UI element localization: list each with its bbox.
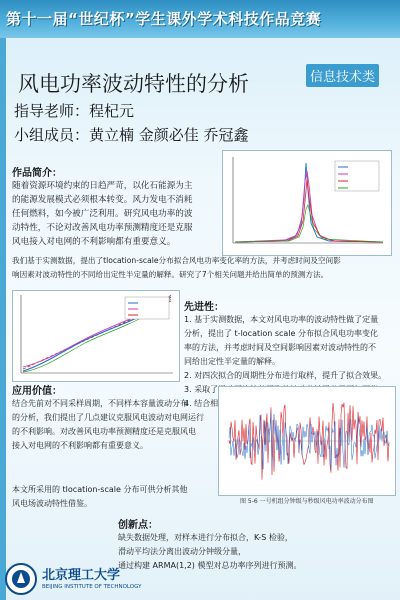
intro-line: 的能源发展模式必须根本转变。风力发电不消耗 [12, 195, 193, 205]
header-banner [0, 0, 400, 38]
application-line: 的不利影响。对改善风电功率预测精度还是克服风电 [12, 427, 196, 436]
application-line: 结合先前对不同采样周期，不同样本容量波动分布 [12, 399, 188, 408]
advanced-line: 率的方法，并考虑时间及空间影响因素对波动特性的不 [184, 343, 376, 352]
innovation-line: 滑动平均法分离出波动分钟级分量， [118, 547, 246, 556]
application-line: 风电场波动特性借鉴。 [12, 499, 92, 508]
series-red [229, 403, 389, 480]
qq-plot-figure [12, 290, 180, 382]
figure-legend-box [335, 161, 379, 191]
side-accent-bar [0, 38, 6, 600]
advisor-line: 指导老师：程杞元 [14, 102, 135, 120]
category-badge: 信息技术类 [306, 64, 379, 87]
competition-title: 第十一届“世纪杯”学生课外学术科技作品竞赛 [6, 10, 322, 28]
intro-heading: 作品简介： [12, 168, 62, 179]
intro-section-wide [12, 254, 392, 282]
innovation-heading: 创新点： [118, 520, 158, 531]
innovation-line: 缺失数据处理，对样本进行分布拟合，K-S 检验， [118, 533, 293, 542]
intro-line: 随着资源环境约束的日趋严苛，以化石能源为主 [12, 181, 193, 191]
university-name: 北京理工大学 [42, 568, 121, 583]
application-extra [12, 483, 218, 511]
innovation-section [118, 516, 388, 573]
figure-caption: 图 5-6 一号机组分钟级与秒级风电功率波动分布图 [240, 498, 374, 505]
university-logo [4, 562, 144, 598]
intro-line: 风电接入对电网的不利影响都有重要意义。 [12, 237, 176, 247]
intro-line: 动特性，不论对改善风电功率预测精度还是克服 [12, 223, 193, 233]
intro-line: 响因素对波动特性的不同给出定性半定量的解释。研究了7个相关问题并给出简单的预测方法。 [12, 270, 329, 279]
fit-curve-green [235, 205, 383, 242]
series-red-path [229, 403, 389, 480]
advanced-line: 3. 采取了滑动平均法使提取的波动分钟级分量更加可靠。 [184, 385, 387, 394]
university-english-name: BEIJING INSTITUTE OF TECHNOLOGY [42, 584, 142, 590]
advanced-line: 1. 基于实测数据，本文对风电功率的波动特性做了定量 [184, 315, 379, 324]
application-line: 接入对电网的不利影响都有重要意义。 [12, 441, 148, 450]
advanced-line: 同给出定性半定量的解释。 [184, 357, 280, 366]
intro-line: 任何燃料，如今被广泛利用。研究风电功率的波 [12, 209, 193, 219]
members-line: 小组成员：黄立楠 金颜必佳 乔冠鑫 [14, 126, 249, 144]
application-line: 的分析，我们提出了几点建议克服风电波动对电网运行 [12, 413, 204, 422]
poster-title: 风电功率波动特性的分析 [18, 72, 249, 96]
intro-section [12, 164, 212, 249]
application-line: 本文所采用的 tlocation-scale 分布可供分析其他 [12, 485, 188, 494]
fluctuation-series-figure [218, 386, 396, 496]
distribution-fit-figure [222, 150, 392, 256]
intro-line: 我们基于实测数据，提出了tlocation-scale分布拟合风电功率变化率的方法，并考虑时间及空间影 [12, 256, 341, 265]
application-section [12, 382, 212, 453]
figure-legend-box [125, 297, 169, 319]
university-emblem-icon [4, 562, 38, 596]
innovation-line: 通过构建 ARMA(1,2) 模型对总功率序列进行预测。 [118, 561, 302, 570]
application-heading: 应用价值： [12, 386, 62, 397]
advanced-line: 4. 结合相关技巧，增加 ARMA 模型在非线性的拟合效果。 [184, 399, 391, 408]
advanced-heading: 先进性： [184, 302, 224, 313]
advanced-line: 2. 对四次拟合的周期性分布进行取样，提升了拟合效果。 [184, 371, 387, 380]
advanced-line: 分析，提出了 t-location scale 分布拟合风电功率变化 [184, 329, 379, 338]
